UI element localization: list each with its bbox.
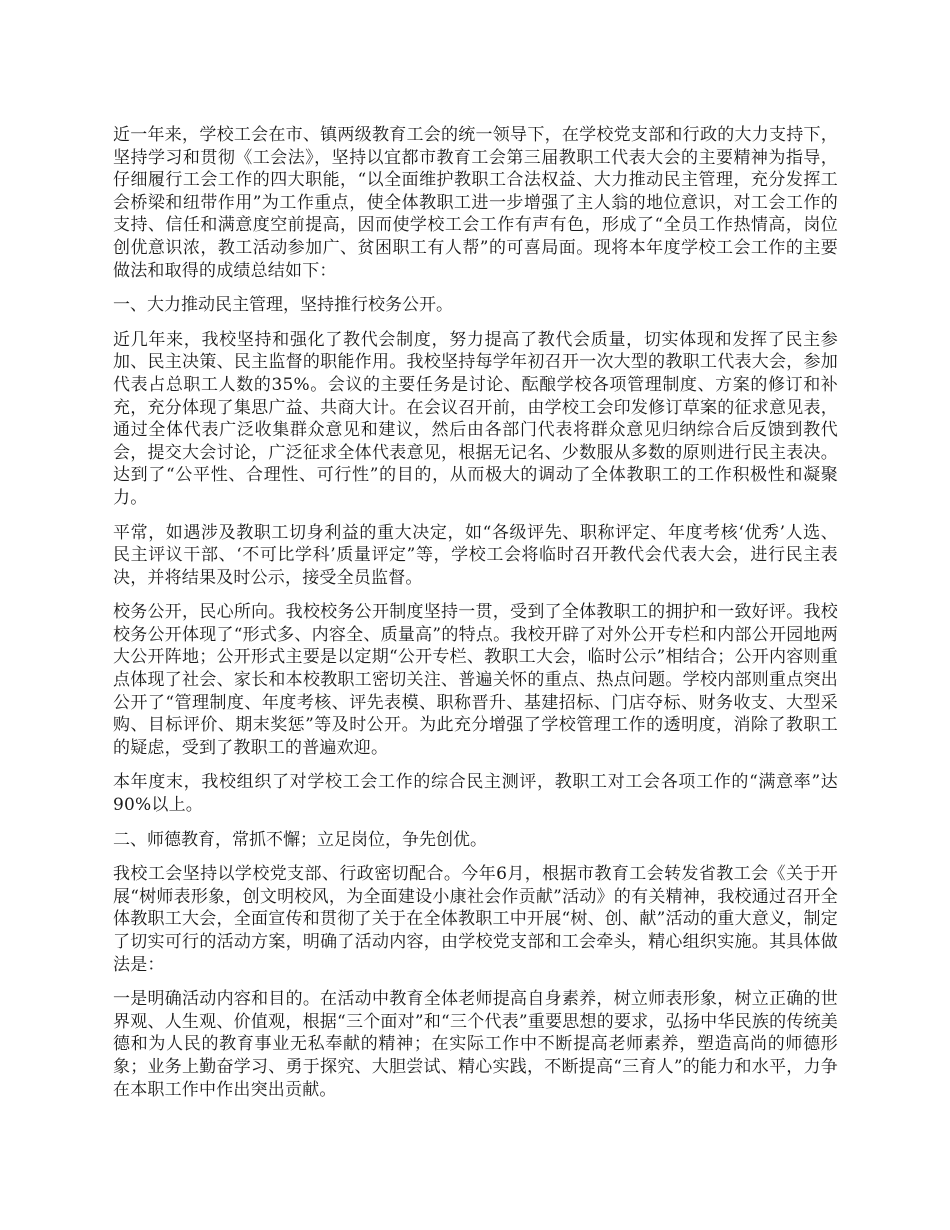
section-heading-1: 一、大力推动民主管理，坚持推行校务公开。 [113,295,453,316]
paragraph-school-affairs-openness: 校务公开，民心所向。我校校务公开制度坚持一贯，受到了全体教职工的拥护和一致好评。我校校务公开体现了“形式多、内容全、质量高”的特点。我校开辟了对外公开专栏和内部公开园地两大公开阵地；公开形式主要是以定期“公开专栏、教职工大会，临时公示”相结合；公开内容则重点体现了社会、家长和本校教职工密切关注、普遍关怀的重点、热点问题。学校内部则重点突出公开了“管理制度、年度考核、评先表模、职称晋升、基建招标、门店夺标、财务收支、大型采购、目标评价、期末奖惩”等及时公开。为此充分增强了学校管理工作的透明度，消除了教职工的疑虑，受到了教职工的普遍欢迎。 [113,602,838,758]
paragraph-major-decisions: 平常，如遇涉及教职工切身利益的重大决定，如“各级评先、职称评定、年度考核‘优秀’人选、民主评议干部、‘不可比学科’质量评定”等，学校工会将临时召开教代会代表大会，进行民主表决，并将结果及时公示，接受全员监督。 [113,522,838,588]
paragraph-teachers-congress: 近几年来，我校坚持和强化了教代会制度，努力提高了教代会质量，切实体现和发挥了民主参加、民主决策、民主监督的职能作用。我校坚持每学年初召开一次大型的教职工代表大会，参加代表占总职工人数的35%。会议的主要任务是讨论、酝酿学校各项管理制度、方案的修订和补充，充分体现了集思广益、共商大计。在会议召开前，由学校工会印发修订草案的征求意见表，通过全体代表广泛收集群众意见和建议，然后由各部门代表将群众意见归纳综合后反馈到教代会，提交大会讨论，广泛征求全体代表意见，根据无记名、少数服从多数的原则进行民主表决。达到了“公平性、合理性、可行性”的目的，从而极大的调动了全体教职工的工作积极性和凝聚力。 [113,329,838,508]
paragraph-satisfaction-rate: 本年度末，我校组织了对学校工会工作的综合民主测评，教职工对工会各项工作的“满意率”达90%以上。 [113,772,838,816]
section-heading-2: 二、师德教育，常抓不懈；立足岗位，争先创优。 [113,829,487,850]
paragraph-activity-goals: 一是明确活动内容和目的。在活动中教育全体老师提高自身素养，树立师表形象，树立正确的世界观、人生观、价值观，根据“三个面对”和“三个代表”重要思想的要求，弘扬中华民族的传统美德和为人民的教育事业无私奉献的精神；在实际工作中不断提高老师素养，塑造高尚的师德形象；业务上勤奋学习、勇于探究、大胆尝试、精心实践，不断提高“三育人”的能力和水平，力争在本职工作中作出突出贡献。 [113,989,838,1100]
document-body [113,124,838,1113]
intro-paragraph: 近一年来，学校工会在市、镇两级教育工会的统一领导下，在学校党支部和行政的大力支持下，坚持学习和贯彻《工会法》，坚持以宜都市教育工会第三届教职工代表大会的主要精神为指导，仔细履行工会工作的四大职能，“以全面维护教职工合法权益、大力推动民主管理，充分发挥工会桥梁和纽带作用”为工作重点，使全体教职工进一步增强了主人翁的地位意识，对工会工作的支持、信任和满意度空前提高，因而使学校工会工作有声有色，形成了“全员工作热情高，岗位创优意识浓，教工活动参加广、贫困职工有人帮”的可喜局面。现将本年度学校工会工作的主要做法和取得的成绩总结如下： [113,125,838,281]
paragraph-ethics-campaign: 我校工会坚持以学校党支部、行政密切配合。今年6月，根据市教育工会转发省教工会《关于开展“树师表形象，创文明校风，为全面建设小康社会作贡献”活动》的有关精神，我校通过召开全体教职工大会，全面宣传和贯彻了关于在全体教职工中开展“树、创、献”活动的重大意义，制定了切实可行的活动方案，明确了活动内容，由学校党支部和工会牵头，精心组织实施。其具体做法是： [113,864,838,975]
